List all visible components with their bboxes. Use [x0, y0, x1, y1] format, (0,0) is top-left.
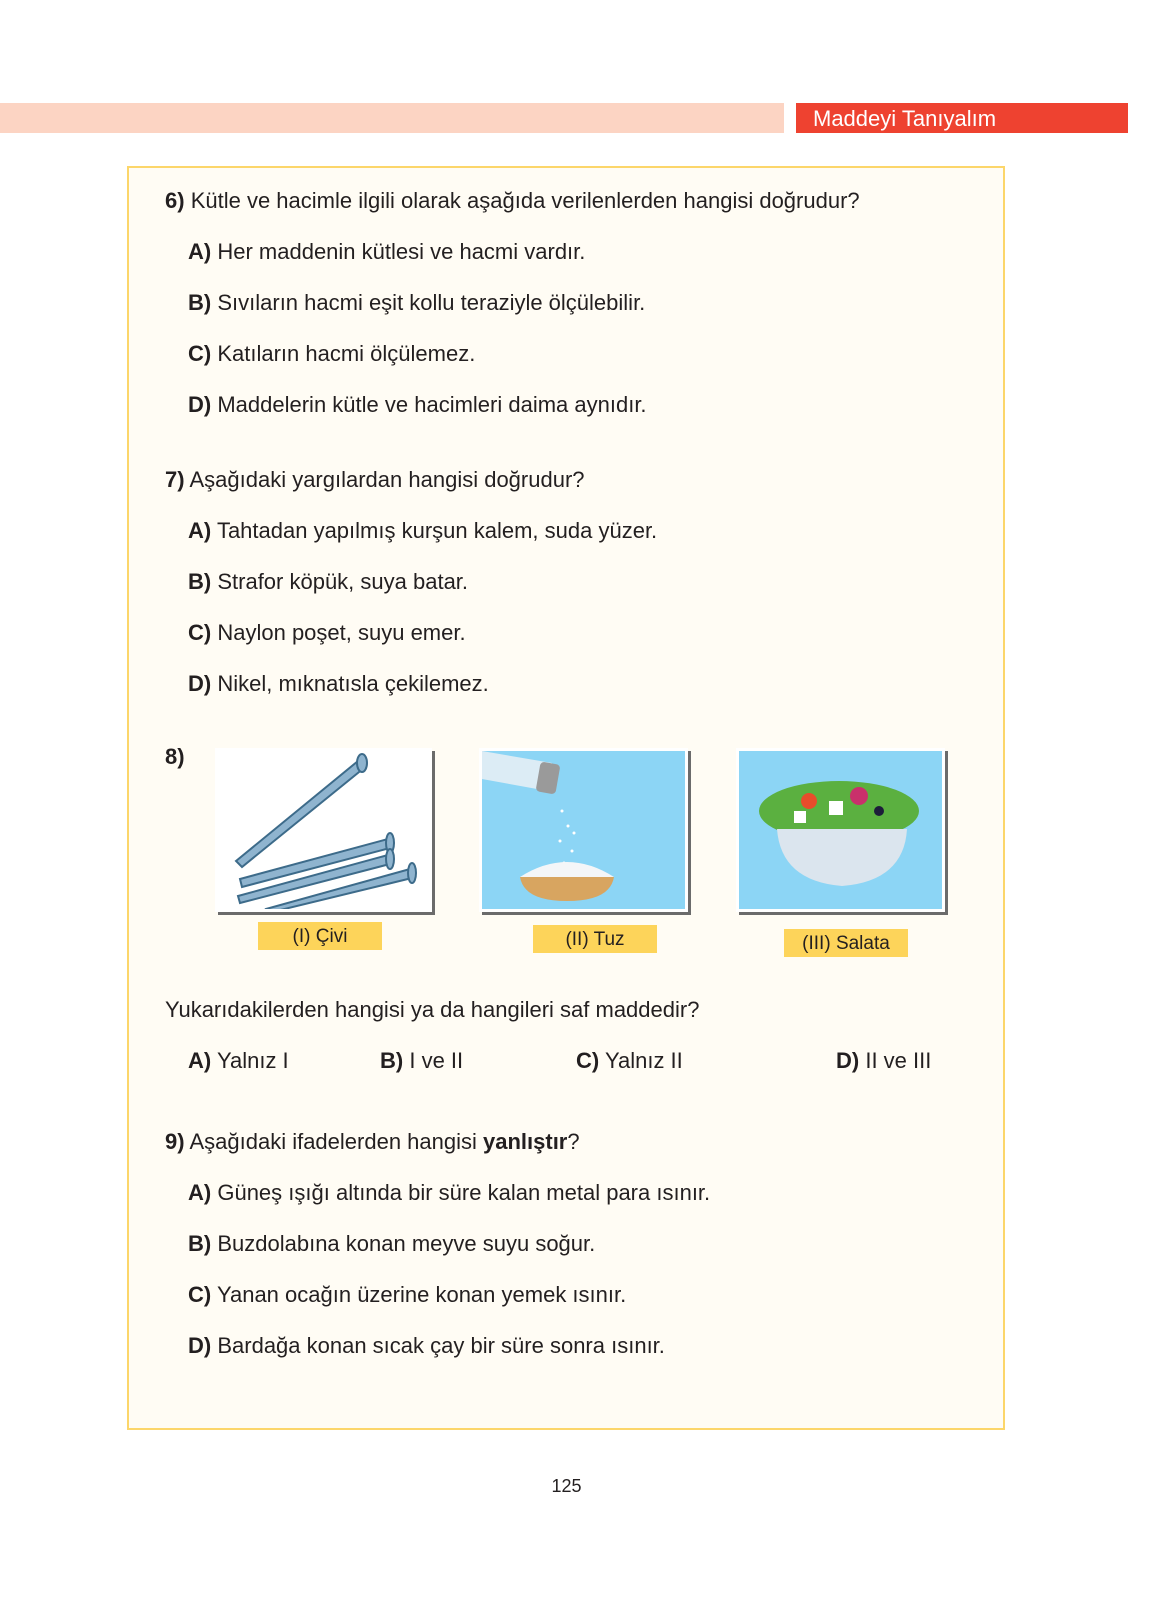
salt-shaker-icon — [482, 751, 685, 909]
image-label-salata: (III) Salata — [784, 929, 908, 957]
option-b — [188, 569, 468, 595]
option-letter: A) — [188, 1180, 212, 1205]
option-c — [188, 341, 475, 367]
option-text: Her maddenin kütlesi ve hacmi vardır. — [217, 239, 586, 264]
option-text: Strafor köpük, suya batar. — [217, 569, 469, 594]
option-c — [576, 1048, 683, 1074]
salad-image — [736, 748, 945, 912]
option-text: II ve III — [865, 1048, 932, 1073]
option-letter: D) — [188, 1333, 212, 1358]
option-b — [188, 1231, 595, 1257]
question-number: 9) — [165, 1129, 185, 1154]
nail-icon — [218, 751, 429, 909]
option-text: Naylon poşet, suyu emer. — [217, 620, 466, 645]
option-text: Güneş ışığı altında bir süre kalan metal para ısınır. — [217, 1180, 711, 1205]
question-text: Aşağıdaki yargılardan hangisi doğrudur? — [189, 467, 585, 492]
question-6 — [165, 188, 860, 214]
option-text: Katıların hacmi ölçülemez. — [217, 341, 476, 366]
option-letter: B) — [188, 290, 212, 315]
option-letter: A) — [188, 518, 212, 543]
salt-image — [479, 748, 688, 912]
question-text: Kütle ve hacimle ilgili olarak aşağıda verilenlerden hangisi doğrudur? — [190, 188, 860, 213]
option-d — [188, 671, 489, 697]
salad-bowl-icon — [739, 751, 942, 909]
question-number: 6) — [165, 188, 185, 213]
option-d — [188, 392, 647, 418]
option-letter: D) — [188, 671, 212, 696]
option-text: Yalnız II — [604, 1048, 683, 1073]
question-number: 8) — [165, 744, 185, 769]
option-text: Bardağa konan sıcak çay bir süre sonra ısınır. — [217, 1333, 665, 1358]
option-text: I ve II — [409, 1048, 464, 1073]
option-text: Yalnız I — [216, 1048, 289, 1073]
question-8-number — [165, 744, 185, 770]
option-d — [188, 1333, 665, 1359]
option-letter: D) — [836, 1048, 860, 1073]
option-letter: A) — [188, 239, 212, 264]
option-letter: C) — [576, 1048, 600, 1073]
section-title: Maddeyi Tanıyalım — [796, 103, 1128, 133]
option-c — [188, 1282, 626, 1308]
image-label-civi: (I) Çivi — [258, 922, 382, 950]
option-a — [188, 1180, 710, 1206]
option-text: Nikel, mıknatısla çekilemez. — [217, 671, 489, 696]
option-letter: C) — [188, 620, 212, 645]
page-number: 125 — [551, 1476, 582, 1496]
option-letter: D) — [188, 392, 212, 417]
option-letter: B) — [380, 1048, 404, 1073]
option-letter: B) — [188, 569, 212, 594]
option-b — [380, 1048, 463, 1074]
option-letter: B) — [188, 1231, 212, 1256]
option-letter: A) — [188, 1048, 212, 1073]
option-text: Tahtadan yapılmış kurşun kalem, suda yüzer. — [216, 518, 658, 543]
question-number: 7) — [165, 467, 185, 492]
option-text: Buzdolabına konan meyve suyu soğur. — [217, 1231, 596, 1256]
option-d — [836, 1048, 931, 1074]
option-letter: C) — [188, 341, 212, 366]
option-b — [188, 290, 645, 316]
image-label-tuz: (II) Tuz — [533, 925, 657, 953]
question-text: Aşağıdaki ifadelerden hangisi — [189, 1129, 483, 1154]
question-9 — [165, 1129, 580, 1155]
question-mark: ? — [567, 1129, 580, 1154]
option-a — [188, 1048, 289, 1074]
option-a — [188, 518, 657, 544]
question-emphasis: yanlıştır — [483, 1129, 568, 1154]
option-c — [188, 620, 466, 646]
option-a — [188, 239, 585, 265]
option-text: Yanan ocağın üzerine konan yemek ısınır. — [216, 1282, 627, 1307]
question-7 — [165, 467, 585, 493]
option-text: Maddelerin kütle ve hacimleri daima aynıdır. — [217, 392, 647, 417]
header-band — [0, 103, 784, 133]
nails-image — [215, 748, 432, 912]
option-text: Sıvıların hacmi eşit kollu teraziyle ölçülebilir. — [217, 290, 646, 315]
question-8-text: Yukarıdakilerden hangisi ya da hangileri saf maddedir? — [165, 997, 700, 1022]
option-letter: C) — [188, 1282, 212, 1307]
